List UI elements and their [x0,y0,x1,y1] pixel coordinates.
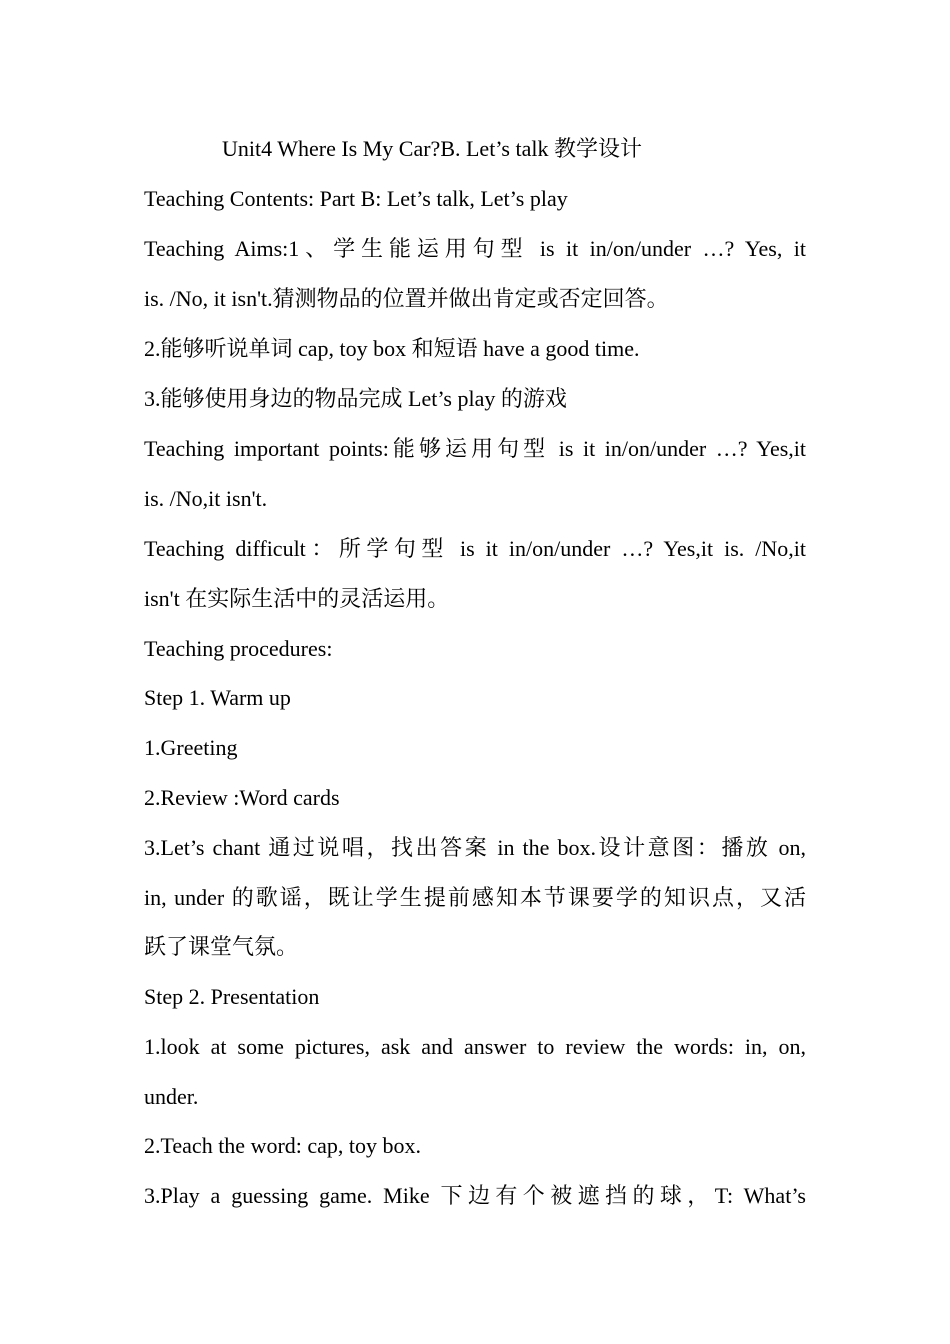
teaching-procedures-heading: Teaching procedures: [144,636,333,661]
step-2-item-1-line-1: 1.look at some pictures, ask and answer to review the words: in, on, [144,1034,806,1059]
step-2-heading: Step 2. Presentation [144,984,320,1009]
step-2-item-3-line-1: 3.Play a guessing game. Mike 下边有个被遮挡的球，T: What’s [144,1183,806,1208]
teaching-difficult-line-1: Teaching difficult：所学句型 is it in/on/under …? Yes,it is. /No,it [144,536,806,561]
teaching-aims-line-2: is. /No, it isn't.猜测物品的位置并做出肯定或否定回答。 [144,286,669,311]
step-1-item-3-line-1: 3.Let’s chant 通过说唱，找出答案 in the box.设计意图：播放 on, [144,835,806,860]
important-points-line-1: Teaching important points:能够运用句型 is it in/on/under …? Yes,it [144,436,806,461]
teaching-contents-line: Teaching Contents: Part B: Let’s talk, Let’s play [144,186,568,211]
step-2-item-2: 2.Teach the word: cap, toy box. [144,1133,422,1158]
step-2-item-1-line-2: under. [144,1084,199,1109]
important-points-line-2: is. /No,it isn't. [144,486,268,511]
step-1-item-1: 1.Greeting [144,735,238,760]
document-title: Unit4 Where Is My Car?B. Let’s talk 教学设计 [222,136,642,161]
step-1-item-3-line-3: 跃了课堂气氛。 [144,934,299,959]
step-1-heading: Step 1. Warm up [144,685,291,710]
step-1-item-3-line-2: in, under 的歌谣，既让学生提前感知本节课要学的知识点，又活 [144,885,806,910]
teaching-difficult-line-2: isn't 在实际生活中的灵活运用。 [144,586,450,611]
teaching-aims-item-3: 3.能够使用身边的物品完成 Let’s play 的游戏 [144,386,567,411]
step-1-item-2: 2.Review :Word cards [144,785,340,810]
teaching-aims-line-1: Teaching Aims:1、学生能运用句型 is it in/on/under …? Yes, it [144,236,806,261]
teaching-aims-item-2: 2.能够听说单词 cap, toy box 和短语 have a good time. [144,336,640,361]
